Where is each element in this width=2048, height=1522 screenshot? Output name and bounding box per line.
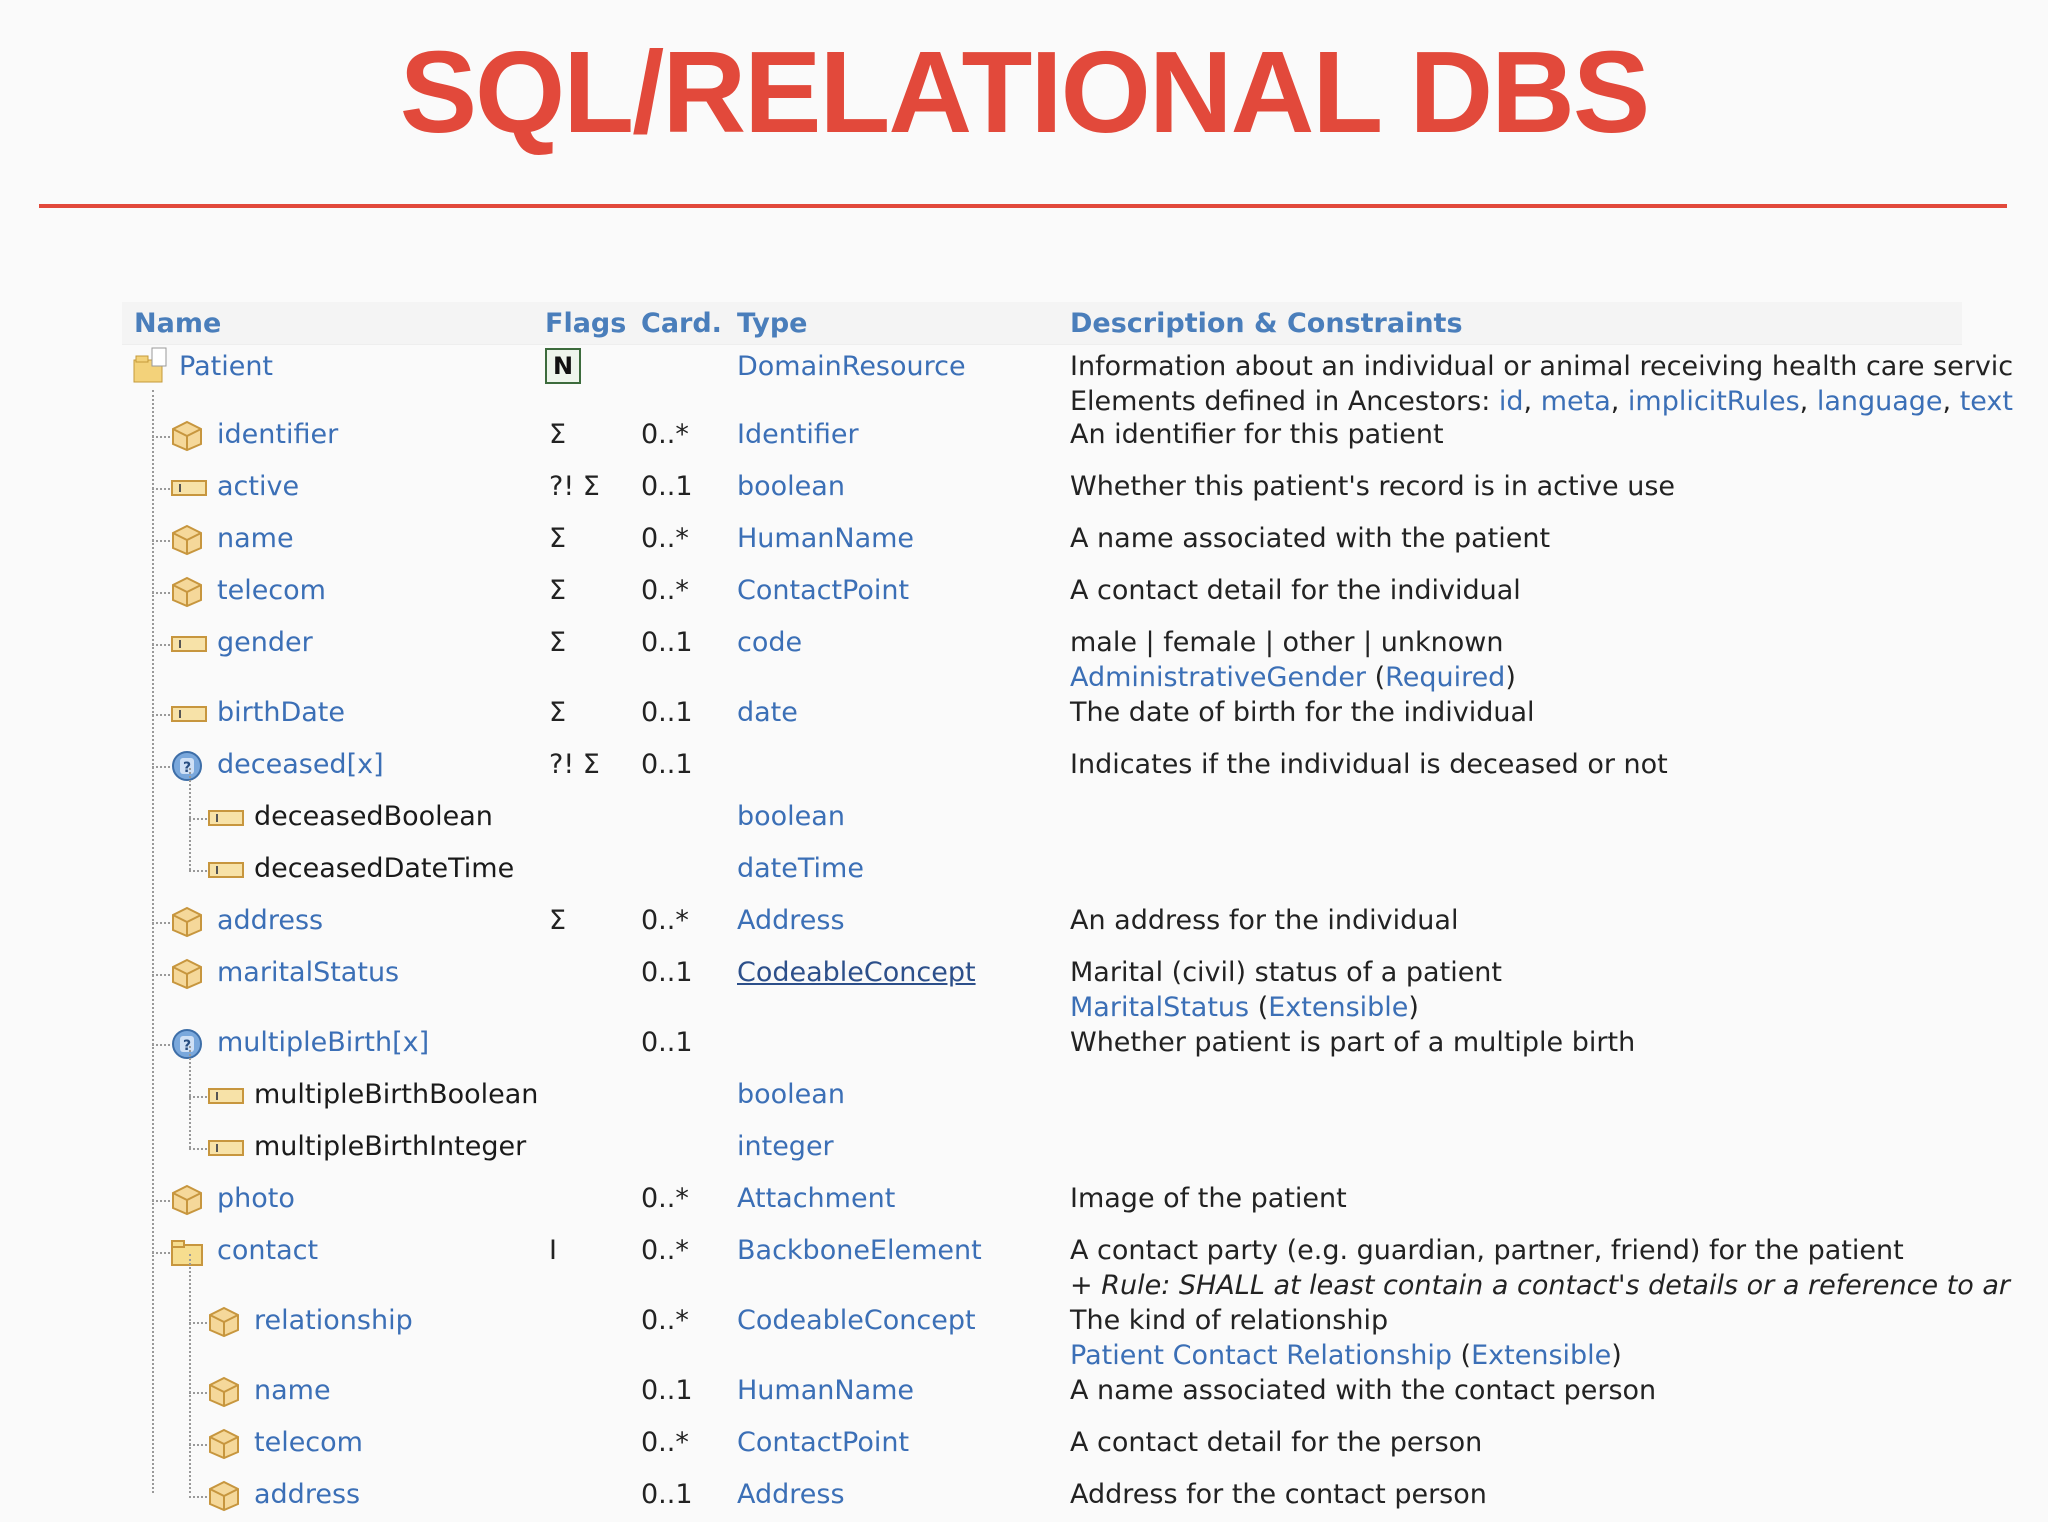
binding-strength-link[interactable]: Required (1385, 662, 1506, 693)
element-type[interactable]: Address (737, 905, 845, 936)
tree-connector (152, 488, 170, 490)
element-description: A contact detail for the person (1070, 1427, 1483, 1458)
primitive-type-icon (170, 698, 208, 734)
tree-trunk-line (152, 390, 154, 1493)
element-type[interactable]: code (737, 627, 803, 658)
element-name[interactable]: deceasedBoolean (254, 801, 493, 832)
tree-connector (152, 714, 170, 716)
table-row (122, 792, 1962, 844)
element-cube-icon (170, 958, 204, 994)
resource-structure-table (122, 302, 2014, 1510)
col-header-type: Type (737, 308, 808, 339)
tree-connector (189, 1322, 207, 1324)
element-type[interactable]: HumanName (737, 523, 915, 554)
normative-badge: N (545, 348, 581, 384)
element-type[interactable]: Attachment (737, 1183, 896, 1214)
element-flags: I (549, 1235, 557, 1266)
binding-strength-link[interactable]: Extensible (1268, 992, 1409, 1023)
binding-strength-link[interactable]: Extensible (1471, 1340, 1612, 1371)
element-cardinality: 0..* (641, 1183, 689, 1214)
tree-connector (152, 644, 170, 646)
tree-connector (189, 1392, 207, 1394)
element-name[interactable]: deceased[x] (217, 749, 384, 780)
title-divider (39, 204, 2007, 208)
element-name[interactable]: photo (217, 1183, 295, 1214)
element-description: A name associated with the patient (1070, 523, 1551, 554)
element-description: Indicates if the individual is deceased or not (1070, 749, 1668, 780)
element-name[interactable]: name (217, 523, 294, 554)
element-cardinality: 0..* (641, 419, 689, 450)
tree-connector (189, 870, 207, 872)
table-row (122, 514, 1962, 566)
element-type[interactable]: CodeableConcept (737, 957, 976, 988)
table-row (122, 1418, 1962, 1470)
table-row (122, 688, 1962, 740)
element-cube-icon (207, 1428, 241, 1464)
element-cardinality: 0..1 (641, 1479, 693, 1510)
element-flags: Σ (549, 905, 567, 936)
ancestor-text[interactable]: text (1959, 386, 2013, 417)
element-type[interactable]: ContactPoint (737, 575, 910, 606)
table-row (122, 410, 1962, 462)
tree-connector (152, 540, 170, 542)
element-description: Marital (civil) status of a patient (1070, 957, 1502, 988)
root-name[interactable]: Patient (179, 351, 274, 382)
element-name[interactable]: multipleBirth[x] (217, 1027, 430, 1058)
element-name[interactable]: relationship (254, 1305, 413, 1336)
tree-connector (152, 436, 170, 438)
element-cube-icon (207, 1306, 241, 1342)
table-row (122, 462, 1962, 514)
element-cardinality: 0..* (641, 575, 689, 606)
backbone-folder-icon (170, 1236, 204, 1272)
table-row-patient (122, 342, 2014, 417)
element-description: A name associated with the contact person (1070, 1375, 1657, 1406)
element-name[interactable]: identifier (217, 419, 339, 450)
element-cube-icon (170, 906, 204, 942)
tree-connector (189, 818, 207, 820)
element-description: male | female | other | unknown (1070, 627, 1504, 658)
element-name[interactable]: deceasedDateTime (254, 853, 515, 884)
element-cube-icon (170, 576, 204, 612)
element-type[interactable]: ContactPoint (737, 1427, 910, 1458)
resource-folder-icon (134, 348, 168, 388)
table-row (122, 1226, 2010, 1301)
element-cardinality: 0..1 (641, 627, 693, 658)
element-name[interactable]: telecom (254, 1427, 363, 1458)
element-name[interactable]: telecom (217, 575, 326, 606)
element-type[interactable]: Identifier (737, 419, 859, 450)
element-description: Address for the contact person (1070, 1479, 1487, 1510)
ancestor-language[interactable]: language (1816, 386, 1943, 417)
element-description: Image of the patient (1070, 1183, 1347, 1214)
table-row (122, 1296, 1962, 1371)
element-description: A contact detail for the individual (1070, 575, 1521, 606)
element-flags: Σ (549, 575, 567, 606)
element-cardinality: 0..* (641, 1305, 689, 1336)
element-name[interactable]: maritalStatus (217, 957, 400, 988)
element-type[interactable]: dateTime (737, 853, 864, 884)
element-flags: ?! Σ (549, 749, 600, 780)
element-cardinality: 0..1 (641, 1027, 693, 1058)
table-row (122, 1122, 1962, 1174)
valueset-link[interactable]: Patient Contact Relationship (1070, 1340, 1452, 1371)
primitive-type-icon (170, 472, 208, 508)
element-cube-icon (170, 420, 204, 456)
table-header (122, 302, 1962, 345)
element-type[interactable]: BackboneElement (737, 1235, 982, 1266)
element-cardinality: 0..1 (641, 957, 693, 988)
table-row (122, 1470, 1962, 1522)
root-type[interactable]: DomainResource (737, 351, 966, 382)
element-description: An identifier for this patient (1070, 419, 1444, 450)
element-type[interactable]: integer (737, 1131, 834, 1162)
element-description: The kind of relationship (1070, 1305, 1389, 1336)
choice-type-icon (170, 750, 204, 786)
col-header-card: Card. (641, 308, 722, 339)
element-cardinality: 0..1 (641, 697, 693, 728)
root-desc: Information about an individual or animal receiving health care servic (1070, 351, 2014, 382)
tree-connector (152, 592, 170, 594)
element-type[interactable]: CodeableConcept (737, 1305, 976, 1336)
col-header-name: Name (134, 308, 222, 339)
tree-connector (189, 1444, 207, 1446)
table-row (122, 566, 1962, 618)
tree-connector (152, 922, 170, 924)
tree-branch-line (189, 768, 191, 870)
tree-branch-line (189, 1254, 191, 1493)
table-row (122, 618, 1962, 693)
element-description: A contact party (e.g. guardian, partner, friend) for the patient (1070, 1235, 1904, 1266)
element-flags: Σ (549, 697, 567, 728)
tree-connector (152, 974, 170, 976)
ancestor-implicitrules[interactable]: implicitRules (1627, 386, 1800, 417)
element-cardinality: 0..* (641, 523, 689, 554)
element-type[interactable]: Address (737, 1479, 845, 1510)
element-type[interactable]: boolean (737, 1079, 845, 1110)
col-header-description: Description & Constraints (1070, 308, 1463, 339)
element-cardinality: 0..* (641, 905, 689, 936)
element-binding: AdministrativeGender (Required) (1070, 662, 1516, 693)
element-name[interactable]: multipleBirthInteger (254, 1131, 527, 1162)
element-rule: + Rule: SHALL at least contain a contact's details or a reference to ar (1070, 1270, 2010, 1301)
element-name[interactable]: multipleBirthBoolean (254, 1079, 539, 1110)
element-binding: MaritalStatus (Extensible) (1070, 992, 1419, 1023)
element-name[interactable]: address (217, 905, 324, 936)
tree-connector (189, 1496, 207, 1498)
element-flags: Σ (549, 419, 567, 450)
element-binding: Patient Contact Relationship (Extensible) (1070, 1340, 1622, 1371)
table-row (122, 896, 1962, 948)
primitive-type-icon (207, 802, 245, 838)
valueset-link[interactable]: MaritalStatus (1070, 992, 1250, 1023)
element-type[interactable]: boolean (737, 471, 845, 502)
element-name[interactable]: contact (217, 1235, 319, 1266)
element-name[interactable]: active (217, 471, 300, 502)
tree-connector (189, 1148, 207, 1150)
svg-text:?: ? (182, 760, 192, 776)
element-name[interactable]: birthDate (217, 697, 345, 728)
element-flags: ?! Σ (549, 471, 600, 502)
valueset-link[interactable]: AdministrativeGender (1070, 662, 1367, 693)
element-cube-icon (207, 1480, 241, 1516)
element-type[interactable]: date (737, 697, 798, 728)
element-cardinality: 0..1 (641, 471, 693, 502)
col-header-flags: Flags (545, 308, 627, 339)
table-row (122, 948, 1962, 1023)
choice-type-icon (170, 1028, 204, 1064)
primitive-type-icon (207, 1080, 245, 1116)
element-name[interactable]: name (254, 1375, 331, 1406)
tree-connector (152, 1252, 170, 1254)
tree-branch-line (189, 1046, 191, 1148)
root-ancestors: Elements defined in Ancestors: id, meta, implicitRules, language, text (1070, 386, 2013, 417)
element-description: Whether this patient's record is in active use (1070, 471, 1676, 502)
element-cube-icon (170, 1184, 204, 1220)
element-flags: Σ (549, 627, 567, 658)
element-description: An address for the individual (1070, 905, 1459, 936)
ancestor-id[interactable]: id (1498, 386, 1524, 417)
ancestor-meta[interactable]: meta (1540, 386, 1611, 417)
primitive-type-icon (207, 854, 245, 890)
element-cardinality: 0..* (641, 1427, 689, 1458)
element-cardinality: 0..1 (641, 1375, 693, 1406)
table-row (122, 1174, 1962, 1226)
table-row (122, 740, 1962, 792)
table-row (122, 844, 1962, 896)
element-type[interactable]: boolean (737, 801, 845, 832)
table-row (122, 1070, 1962, 1122)
primitive-type-icon (170, 628, 208, 664)
element-flags: Σ (549, 523, 567, 554)
element-name[interactable]: address (254, 1479, 361, 1510)
svg-text:?: ? (182, 1038, 192, 1054)
element-name[interactable]: gender (217, 627, 313, 658)
table-row (122, 1018, 1962, 1070)
element-description: The date of birth for the individual (1070, 697, 1535, 728)
tree-connector (152, 1044, 170, 1046)
element-cube-icon (170, 524, 204, 560)
tree-connector (152, 766, 170, 768)
table-row (122, 1366, 1962, 1418)
tree-connector (152, 1200, 170, 1202)
primitive-type-icon (207, 1132, 245, 1168)
element-cardinality: 0..* (641, 1235, 689, 1266)
slide-title: SQL/RELATIONAL DBS (399, 27, 1649, 157)
element-cube-icon (207, 1376, 241, 1412)
element-type[interactable]: HumanName (737, 1375, 915, 1406)
tree-connector (189, 1096, 207, 1098)
element-description: Whether patient is part of a multiple birth (1070, 1027, 1636, 1058)
element-cardinality: 0..1 (641, 749, 693, 780)
